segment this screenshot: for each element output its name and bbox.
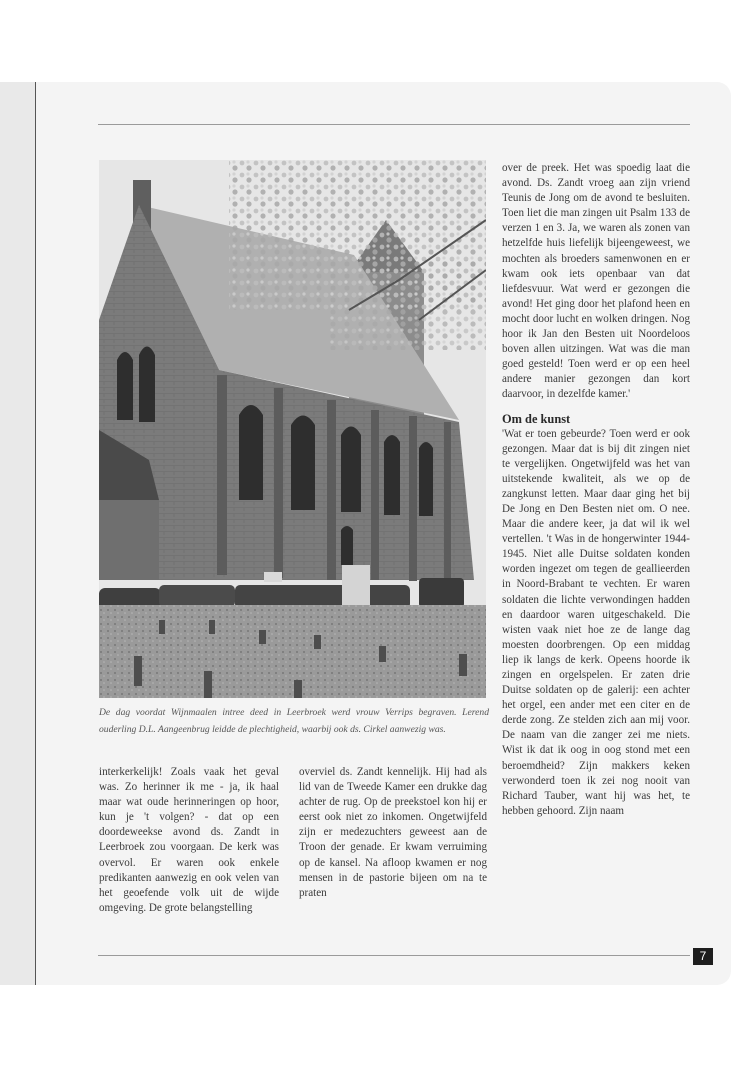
- header-rule: [98, 124, 690, 125]
- church-photo: [99, 160, 486, 698]
- section-heading: Om de kunst: [502, 411, 571, 426]
- footer-rule: [98, 955, 690, 956]
- binding-spine: [35, 82, 36, 985]
- column-3-intro: over de preek. Het was spoedig laat die avond. Ds. Zandt vroeg aan zijn vriend Teunis de Jong om de avond te besluiten. Toen liet die man zingen uit Psalm 133 de verzen 1 en 3. Ja, we waren als zonen van hetzelfde huis liefelijk bijeengeweest, we mochten als broeders samenwonen en er kwam ook iets openbaar van dat liefdesvuur. Wat werd er gezongen die avond! Het ging door het plafond heen en mocht door lucht en wolken dringen. Nog hoor ik Jan den Besten uit Noordeloos boven allen uitzingen. Wat was die man goed gesteld! Toen werd er op een heel andere manier gezongen dan kort daarvoor, in dezelfde kamer.': [502, 162, 690, 401]
- column-1-text: interkerkelijk! Zoals vaak het geval was. Zo herinner ik me - ja, ik haal maar wat oude herinneringen op hoor, kun je 't volgen? - dat op een doordeweekse avond ds. Zandt in Leerbroek zou voorgaan. De kerk was overvol. Er waren ook enkele predikanten aanwezig en ook velen van het geoefende volk uit de wijde omgeving. De grote belangstelling: [99, 766, 279, 914]
- photo-caption: De dag voordat Wijnmaalen intree deed in Leerbroek werd vrouw Verrips begraven. Lerend ouderling D.L. Aangeenbrug leidde de plechtigheid, waarbij ook ds. Cirkel aanwezig was.: [99, 707, 489, 735]
- page-number: 7: [693, 948, 713, 965]
- church-illustration: [99, 160, 486, 698]
- page-edge: [0, 82, 36, 985]
- column-2-text: overviel ds. Zandt kennelijk. Hij had als lid van de Tweede Kamer een drukke dag achter de rug. Op de preekstoel kon hij er eerst ook niet zo inkomen. Ongetwijfeld zijn er medezuchters geweest aan de Troon der genade. Er kwam verruiming op de kansel. Na afloop kwamen er nog mensen in de pastorie bijeen om na te praten: [299, 766, 487, 899]
- column-3: [502, 161, 690, 819]
- column-1: [99, 765, 279, 916]
- column-3-body: 'Wat er toen gebeurde? Toen werd er ook gezongen. Maar dat is bij dit zingen niet te vergelijken. Ongetwijfeld was het van uitstekende kwaliteit, als we op de zangkunst letten. Maar daar ging het bij De Jong en Den Besten niet om. O nee. Maar die andere keer, ja dat wil ik wel vertellen. 't Was in de hongerwinter 1944-1945. Niet alle Duitse soldaten konden worden ingezet om tegen de geallieerden in Noord-Brabant te vechten. Er waren soldaten die lichte verwondingen hadden en daardoor waren uitgeschakeld. Die wisten vaak niet hoe ze de lange dag moesten doorbrengen. Op een middag liep ik langs de kerk. Opeens hoorde ik zingen en orgelspelen. Er zaten drie Duitse soldaten op de galerij: een achter het orgel, een ander met een citer en de derde zong. Ze stelden zich aan mij voor. De naam van die zanger zei me niets. Wist ik dat ik oog in oog stond met een beroemdheid? Zijn makkers keken verwonderd toen ik zei nog nooit van Richard Tauber, want hij was het, te hebben gehoord. Zijn naam: [502, 427, 690, 817]
- column-2: [299, 765, 487, 901]
